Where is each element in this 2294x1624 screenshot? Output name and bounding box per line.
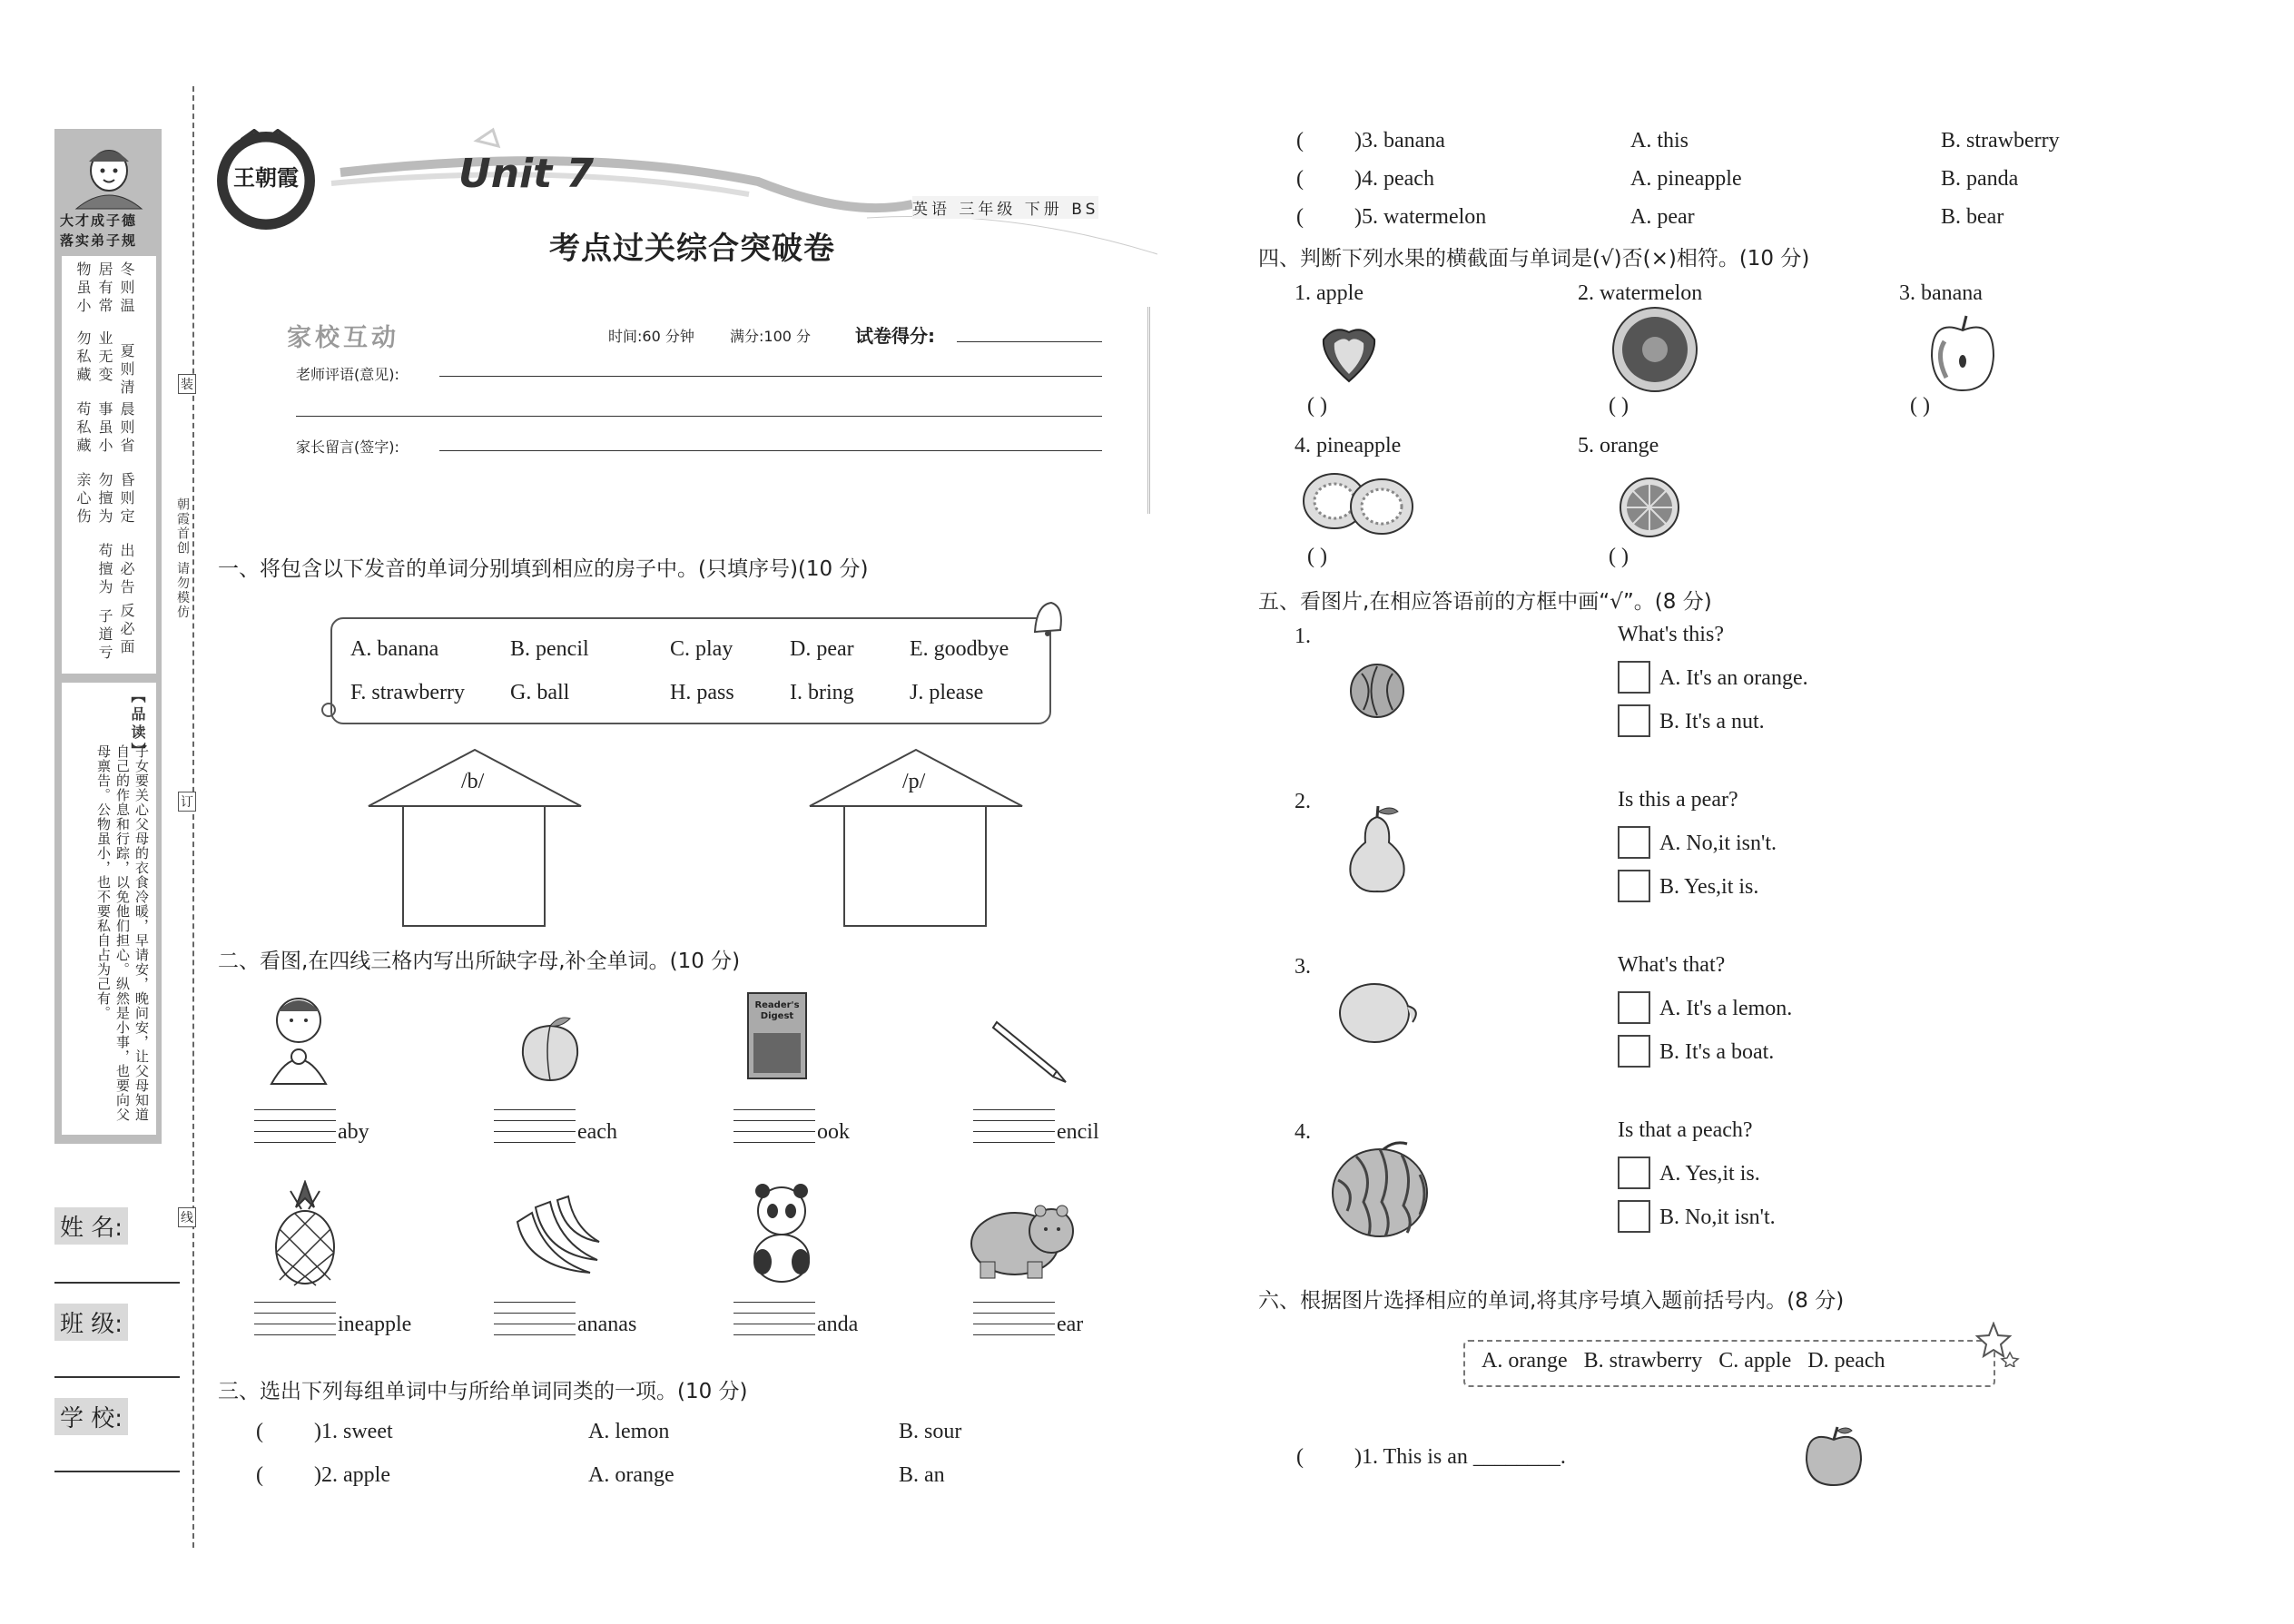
write-lines[interactable] — [733, 1109, 815, 1143]
write-lines[interactable] — [254, 1109, 336, 1143]
section-4-title: 四、判断下列水果的横截面与单词是(√)否(×)相符。(10 分) — [1258, 247, 1810, 271]
answer-checkbox[interactable] — [1618, 704, 1650, 737]
school-field[interactable] — [54, 1471, 180, 1472]
verse-col: 勿私藏 — [74, 330, 92, 385]
bananas-icon — [508, 1195, 603, 1280]
hook-icon — [318, 699, 340, 726]
word-suffix: ook — [817, 1120, 850, 1144]
s5-option: A. It's an orange. — [1659, 666, 1808, 690]
unit-title: Unit 7 — [458, 151, 595, 197]
lemon-icon — [1336, 979, 1423, 1048]
section-5-title: 五、看图片,在相应答语前的方框中画“√”。(8 分) — [1258, 590, 1712, 614]
word-box — [330, 617, 1051, 724]
answer-paren[interactable]: ( — [1296, 129, 1304, 153]
s4-item: 2. watermelon — [1578, 281, 1703, 305]
time-label: 时间:60 分钟 — [608, 328, 694, 345]
section-1-title: 一、将包含以下发音的单词分别填到相应的房子中。(只填序号)(10 分) — [218, 557, 869, 581]
s5-option: B. No,it isn't. — [1659, 1206, 1776, 1229]
verse-col: 晨则省 — [118, 401, 135, 456]
bear-icon — [968, 1198, 1080, 1280]
house-b-label: /b/ — [461, 770, 485, 793]
verse-col: 业无变 — [96, 330, 113, 385]
house-p-label: /p/ — [902, 770, 926, 793]
word-option: I. bring — [790, 681, 854, 704]
s5-option: B. It's a nut. — [1659, 710, 1765, 733]
name-label: 姓 名: — [54, 1207, 128, 1245]
verse-col: 出必告 — [118, 543, 135, 597]
bell-icon — [1024, 595, 1069, 641]
word-suffix: ananas — [577, 1313, 637, 1336]
word-suffix: each — [577, 1120, 617, 1144]
s5-number: 4. — [1295, 1120, 1311, 1144]
cut-mark: 装 — [178, 374, 196, 394]
s6-options: A. orange B. strawberry C. apple D. peach — [1482, 1349, 1885, 1373]
answer-checkbox[interactable] — [1618, 661, 1650, 694]
word-suffix: encil — [1057, 1120, 1099, 1144]
score-field[interactable] — [957, 341, 1102, 342]
cut-mark: 线 — [178, 1207, 196, 1227]
s3-option-b: B. panda — [1941, 167, 2019, 191]
answer-paren[interactable]: ( — [256, 1463, 263, 1487]
scholar-icon — [65, 136, 153, 211]
verse-col: 苟私藏 — [74, 401, 92, 456]
s4-item: 5. orange — [1578, 434, 1659, 458]
peach-icon — [514, 1013, 586, 1086]
s3-option-a: A. this — [1630, 129, 1689, 153]
answer-paren[interactable]: ( — [1296, 205, 1304, 229]
verse-col: 物虽小 — [74, 261, 92, 316]
apple-icon — [1801, 1423, 1866, 1489]
apple-section-icon — [1926, 314, 1999, 396]
cut-mark: 订 — [178, 792, 196, 812]
paper-tag: 英语 三年级 下册 BS — [912, 196, 1098, 219]
s3-question: )2. apple — [314, 1463, 390, 1487]
teacher-field[interactable] — [439, 376, 1102, 377]
verse-col: 夏则清 — [118, 343, 135, 398]
s4-item: 3. banana — [1899, 281, 1983, 305]
reading-title: 【品读】 — [129, 688, 146, 761]
s3-option-a: A. pear — [1630, 205, 1695, 229]
home-school-label: 家校互动 — [287, 324, 399, 352]
strawberry-section-icon — [1316, 321, 1382, 387]
word-suffix: ear — [1057, 1313, 1084, 1336]
s3-question: )5. watermelon — [1354, 205, 1487, 229]
answer-paren[interactable]: ( ) — [1609, 394, 1629, 418]
section-6-title: 六、根据图片选择相应的单词,将其序号填入题前括号内。(8 分) — [1258, 1289, 1845, 1313]
word-option: F. strawberry — [350, 681, 466, 704]
s6-question: )1. This is an ________. — [1354, 1445, 1566, 1469]
watermelon-icon — [1329, 1138, 1431, 1240]
answer-paren[interactable]: ( — [256, 1420, 263, 1443]
cut-line — [192, 86, 194, 1548]
write-lines[interactable] — [494, 1302, 576, 1335]
section-3-title: 三、选出下列每组单词中与所给单词同类的一项。(10 分) — [218, 1380, 748, 1403]
class-label: 班 级: — [54, 1304, 128, 1341]
word-option: B. pencil — [510, 637, 589, 661]
s5-number: 3. — [1295, 955, 1311, 979]
s5-option: B. It's a boat. — [1659, 1040, 1775, 1064]
answer-paren[interactable]: ( ) — [1910, 394, 1930, 418]
name-field[interactable] — [54, 1282, 180, 1284]
word-option: G. ball — [510, 681, 570, 704]
verse-col: 苟擅为 — [96, 543, 113, 597]
full-score-label: 满分:100 分 — [730, 328, 812, 345]
teacher-field-2[interactable] — [296, 416, 1102, 417]
motto-1: 大才成子德 — [60, 212, 138, 229]
s5-option: A. Yes,it is. — [1659, 1162, 1760, 1186]
pineapple-icon — [269, 1180, 341, 1287]
s4-item: 4. pineapple — [1295, 434, 1402, 458]
answer-paren[interactable]: ( ) — [1307, 545, 1327, 568]
answer-checkbox[interactable] — [1618, 991, 1650, 1024]
s3-option-a: A. lemon — [588, 1420, 670, 1443]
answer-checkbox[interactable] — [1618, 1200, 1650, 1233]
s4-item: 1. apple — [1295, 281, 1364, 305]
verse-col: 事虽小 — [96, 401, 113, 456]
s5-option: A. It's a lemon. — [1659, 997, 1793, 1020]
logo-text: 王朝霞 — [233, 164, 299, 191]
s5-question: Is that a peach? — [1618, 1118, 1753, 1142]
s5-question: What's this? — [1618, 623, 1724, 646]
word-suffix: anda — [817, 1313, 859, 1336]
word-option: J. please — [910, 681, 984, 704]
verse-col: 昏则定 — [118, 472, 135, 527]
verse-col: 亲心伤 — [74, 472, 92, 527]
word-option: H. pass — [670, 681, 734, 704]
s3-option-b: B. sour — [899, 1420, 962, 1443]
write-lines[interactable] — [973, 1109, 1055, 1143]
motto-2: 落实弟子规 — [60, 232, 138, 249]
s5-option: B. Yes,it is. — [1659, 875, 1759, 899]
answer-paren[interactable]: ( ) — [1307, 394, 1327, 418]
write-lines[interactable] — [733, 1302, 815, 1335]
paper-subtitle: 考点过关综合突破卷 — [549, 231, 835, 267]
s5-question: What's that? — [1618, 953, 1726, 977]
s3-question: )4. peach — [1354, 167, 1434, 191]
verse-col: 勿擅为 — [96, 472, 113, 527]
s5-option: A. No,it isn't. — [1659, 832, 1777, 855]
write-lines[interactable] — [973, 1302, 1055, 1335]
verse-col: 居有常 — [96, 261, 113, 316]
orange-slice-icon — [1618, 476, 1681, 539]
answer-checkbox[interactable] — [1618, 826, 1650, 859]
book-title: Reader's Digest — [754, 1000, 800, 1021]
pear-icon — [1342, 804, 1413, 895]
word-suffix: aby — [338, 1120, 369, 1144]
score-label: 试卷得分: — [855, 325, 935, 347]
section-2-title: 二、看图,在四线三格内写出所缺字母,补全单词。(10 分) — [218, 950, 741, 973]
pencil-icon — [989, 1013, 1073, 1086]
s5-question: Is this a pear? — [1618, 788, 1738, 812]
star-icon — [1975, 1322, 2021, 1367]
pineapple-slice-icon — [1296, 465, 1420, 537]
teacher-label: 老师评语(意见): — [296, 366, 399, 383]
side-note: 朝霞首创 请勿模仿 — [175, 497, 190, 620]
answer-checkbox[interactable] — [1618, 1156, 1650, 1189]
class-field[interactable] — [54, 1376, 180, 1378]
home-school-box — [245, 307, 1150, 514]
answer-checkbox[interactable] — [1618, 870, 1650, 902]
s3-option-a: A. orange — [588, 1463, 674, 1487]
answer-checkbox[interactable] — [1618, 1035, 1650, 1068]
s3-option-b: B. an — [899, 1463, 945, 1487]
panda-icon — [743, 1180, 821, 1284]
s3-option-b: B. bear — [1941, 205, 2004, 229]
kiwi-section-icon — [1610, 305, 1699, 394]
answer-paren[interactable]: ( — [1296, 1445, 1304, 1469]
word-suffix: ineapple — [338, 1313, 412, 1336]
answer-paren[interactable]: ( — [1296, 167, 1304, 191]
verse-col: 冬则温 — [118, 261, 135, 316]
s3-question: )1. sweet — [314, 1420, 393, 1443]
s5-number: 1. — [1295, 625, 1311, 648]
word-option: C. play — [670, 637, 733, 661]
baby-icon — [258, 989, 340, 1089]
word-option: A. banana — [350, 637, 439, 661]
s3-option-b: B. strawberry — [1941, 129, 2060, 153]
s3-question: )3. banana — [1354, 129, 1445, 153]
verse-col: 子道亏 — [96, 608, 113, 663]
parent-label: 家长留言(签字): — [296, 438, 399, 456]
verse-col: 反必面 — [118, 603, 135, 657]
parent-field[interactable] — [439, 450, 1102, 451]
word-option: E. goodbye — [910, 637, 1009, 661]
school-label: 学 校: — [54, 1398, 128, 1435]
nut-icon — [1347, 661, 1407, 721]
reading-text: 子女要关心父母的衣食冷暖，早请安，晚问安，让父母知道自己的作息和行踪，以免他们担心。纵然是小事，也要向父母禀告。公物虽小，也不要私自占为己有。 — [95, 744, 150, 1122]
write-lines[interactable] — [494, 1109, 576, 1143]
answer-paren[interactable]: ( ) — [1609, 545, 1629, 568]
word-option: D. pear — [790, 637, 854, 661]
s3-option-a: A. pineapple — [1630, 167, 1742, 191]
write-lines[interactable] — [254, 1302, 336, 1335]
s5-number: 2. — [1295, 790, 1311, 813]
